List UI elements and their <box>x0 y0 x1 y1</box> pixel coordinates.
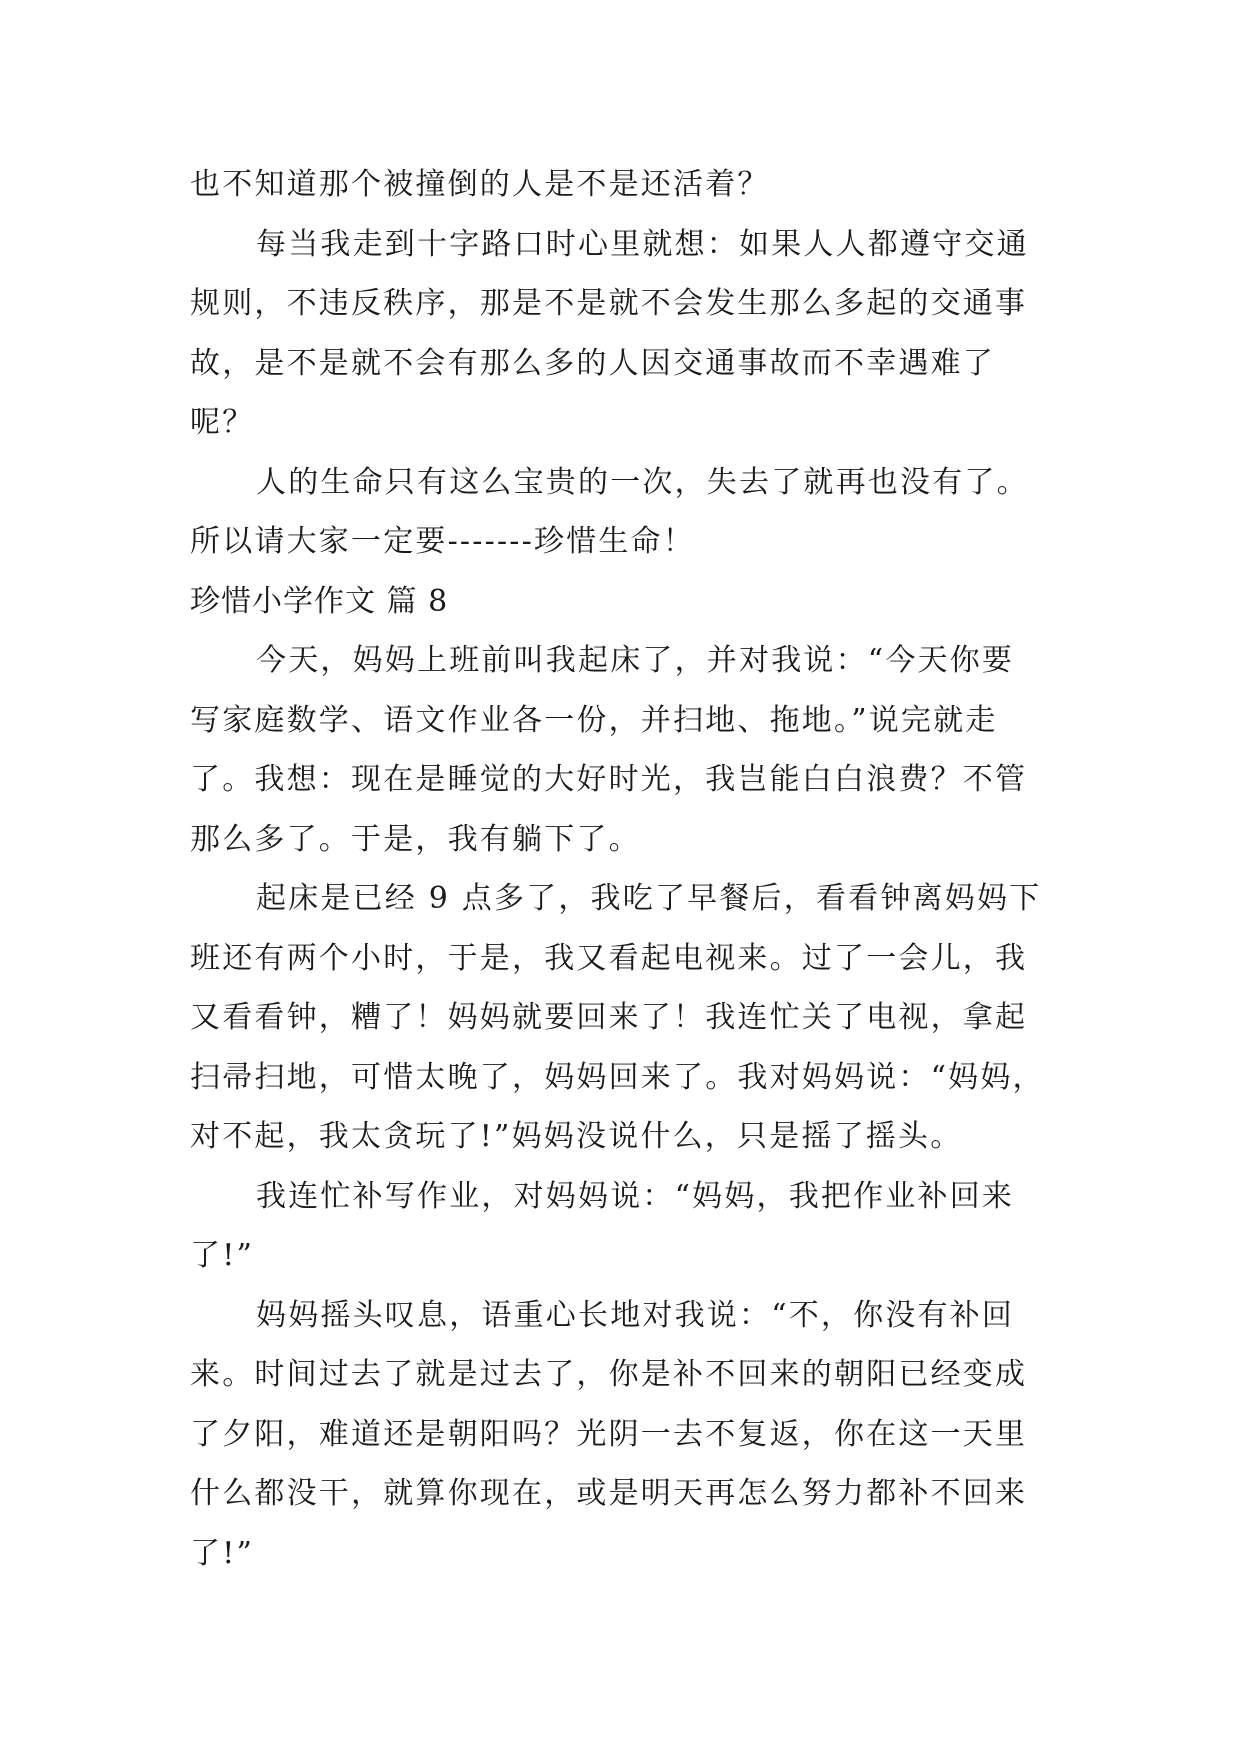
text-line: 了夕阳，难道还是朝阳吗？光阴一去不复返，你在这一天里 <box>190 1416 1028 1452</box>
text-line: 又看看钟，糟了！妈妈就要回来了！我连忙关了电视，拿起 <box>190 1000 1028 1035</box>
text-line: 人的生命只有这么宝贵的一次，失去了就再也没有了。 <box>256 464 1029 500</box>
text-line: 我连忙补写作业，对妈妈说：“妈妈，我把作业补回来 <box>256 1178 1015 1214</box>
text-line: 了!” <box>190 1238 254 1273</box>
text-line: 那么多了。于是，我有躺下了。 <box>190 821 641 857</box>
text-line: 对不起，我太贪玩了!”妈妈没说什么，只是摇了摇头。 <box>190 1119 963 1154</box>
text-line: 规则，不违反秩序，那是不是就不会发生那么多起的交通事 <box>190 286 1028 321</box>
text-line: 每当我走到十字路口时心里就想：如果人人都遵守交通 <box>256 226 1029 262</box>
text-line: 了!” <box>190 1535 254 1571</box>
text-line: 起床是已经 9 点多了，我吃了早餐后，看看钟离妈妈下 <box>256 881 1042 916</box>
text-line: 班还有两个小时，于是，我又看起电视来。过了一会儿，我 <box>190 940 1028 976</box>
text-line: 所以请大家一定要-------珍惜生命！ <box>190 524 695 559</box>
text-line: 写家庭数学、语文作业各一份，并扫地、拖地。”说完就走 <box>190 702 998 738</box>
text-line: 故，是不是就不会有那么多的人因交通事故而不幸遇难了 <box>190 345 995 381</box>
text-line: 什么都没干，就算你现在，或是明天再怎么努力都补不回来 <box>190 1476 1028 1511</box>
text-line: 了。我想：现在是睡觉的大好时光，我岂能白白浪费？不管 <box>190 762 1028 797</box>
text-line: 来。时间过去了就是过去了，你是补不回来的朝阳已经变成 <box>190 1357 1028 1392</box>
text-line: 扫帚扫地，可惜太晚了，妈妈回来了。我对妈妈说：“妈妈， <box>190 1059 1045 1095</box>
text-line: 今天，妈妈上班前叫我起床了，并对我说：“今天你要 <box>256 643 1015 678</box>
text-line: 妈妈摇头叹息，语重心长地对我说：“不，你没有补回 <box>256 1297 1015 1333</box>
text-line: 也不知道那个被撞倒的人是不是还活着？ <box>190 167 770 202</box>
text-line: 呢？ <box>190 405 255 440</box>
document-body <box>190 155 1060 1583</box>
section-heading: 珍惜小学作文 篇 8 <box>190 583 449 619</box>
